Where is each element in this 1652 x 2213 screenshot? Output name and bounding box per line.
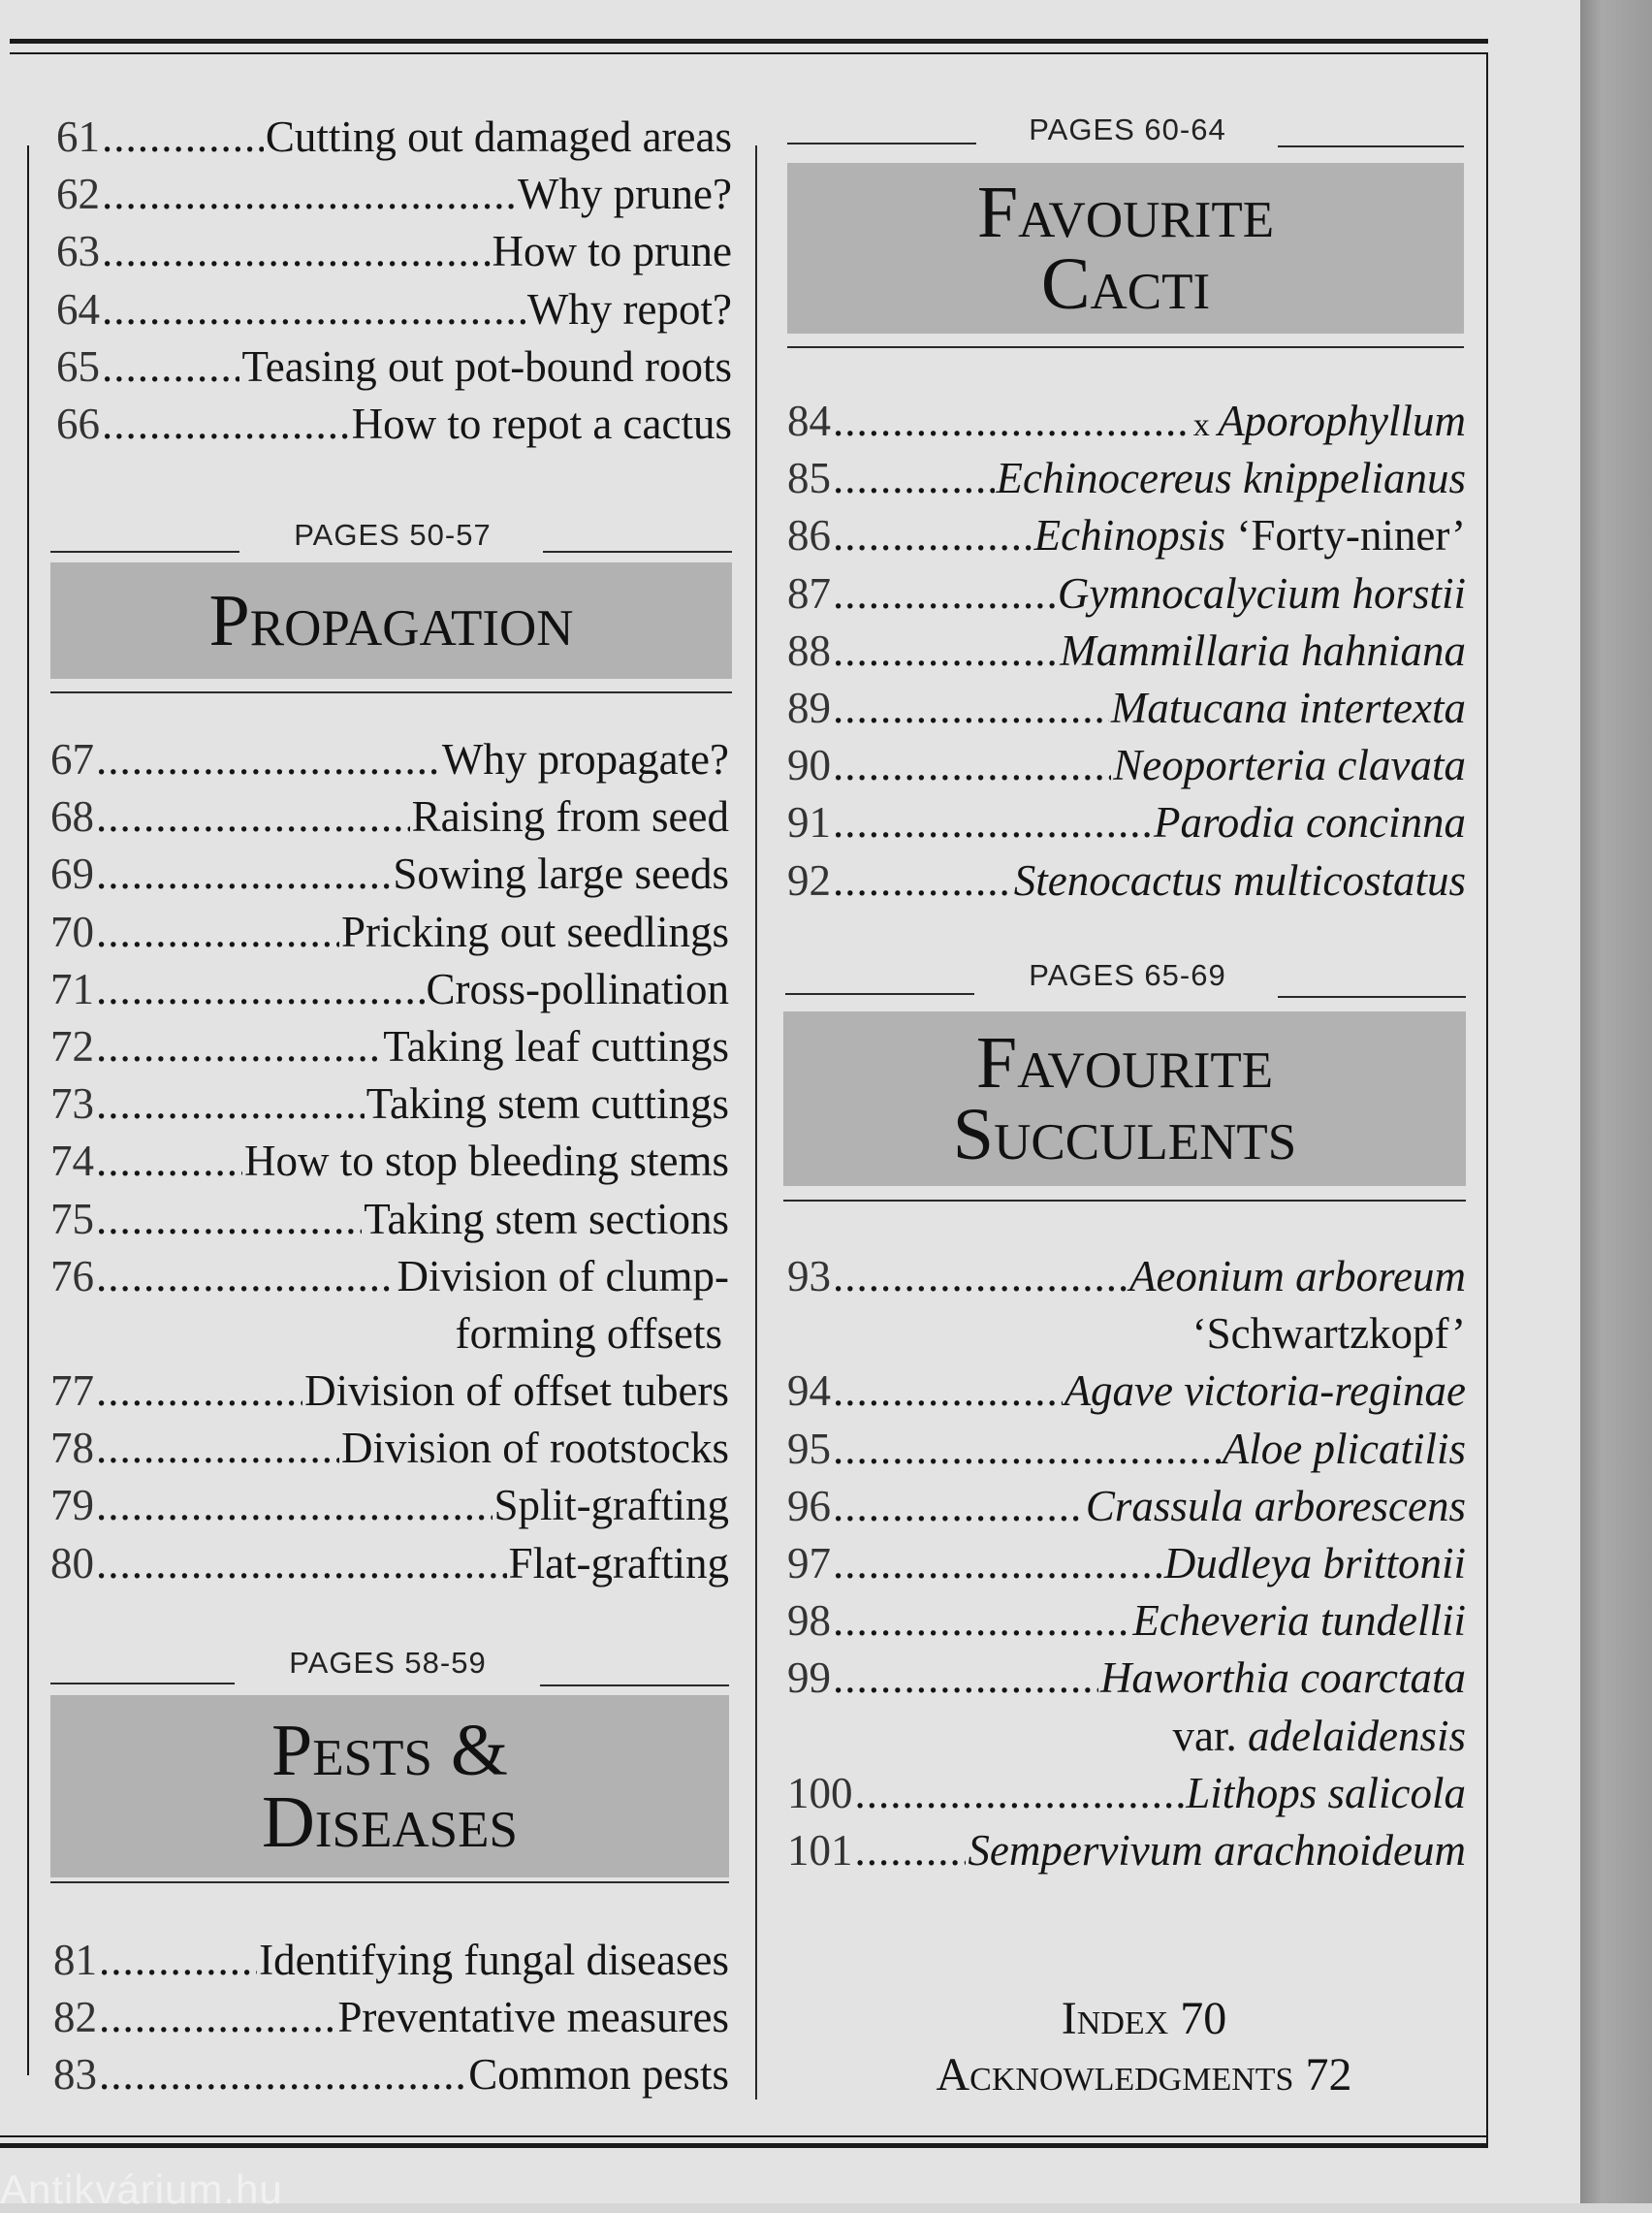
entry-title-text: Sempervivum arachnoideum — [968, 1826, 1466, 1875]
entry-title-text: Echeveria tundellii — [1132, 1596, 1466, 1646]
succulents-heading-line2: Succulents — [952, 1094, 1297, 1175]
entry-title — [1014, 852, 1466, 910]
dot-leader — [833, 450, 995, 507]
dot-leader — [96, 788, 410, 846]
entry-title-text: How to prune — [492, 227, 732, 276]
pests-label-line-left — [50, 1683, 235, 1684]
book-binding — [1580, 0, 1652, 2203]
entry-number: 75 — [50, 1194, 94, 1243]
entry-number: 78 — [50, 1424, 94, 1473]
toc-entry-74 — [50, 1133, 729, 1190]
entry-number: 86 — [787, 511, 831, 561]
dot-leader — [96, 1477, 492, 1534]
entry-title — [1100, 1650, 1466, 1707]
toc-entry-62 — [56, 166, 732, 223]
entry-title-text: Raising from seed — [411, 792, 729, 842]
toc-entry-76 — [50, 1248, 729, 1305]
cacti-heading — [787, 163, 1464, 334]
dot-leader — [833, 852, 1012, 910]
entry-title-text: Pricking out seedlings — [341, 907, 729, 956]
entry-number: 64 — [56, 284, 100, 334]
dot-leader — [96, 846, 391, 903]
entry-title-text: Echinopsis — [1033, 511, 1226, 561]
toc-entry-89 — [787, 680, 1466, 737]
toc-entry-81 — [53, 1932, 729, 1989]
succulents-label-line-left — [785, 993, 974, 995]
entry-title — [259, 1932, 729, 1989]
propagation-label-line-right — [543, 551, 732, 553]
entry-number: 63 — [56, 227, 100, 276]
cacti-label-line-right — [1278, 145, 1464, 147]
dot-leader — [96, 1191, 362, 1248]
dot-leader — [102, 223, 491, 280]
entry-number: 76 — [50, 1251, 94, 1300]
entry-title-text: Taking leaf cuttings — [383, 1022, 729, 1071]
entry-title — [1223, 1421, 1466, 1478]
entry-title — [1129, 1248, 1466, 1305]
entry-number: 73 — [50, 1079, 94, 1129]
cacti-heading-line2: Cacti — [1040, 243, 1211, 325]
entry-title — [997, 450, 1466, 507]
entry-number: 90 — [787, 741, 831, 790]
dot-leader — [833, 1363, 1063, 1420]
toc-entry-100 — [787, 1765, 1466, 1822]
toc-entry-88 — [787, 623, 1466, 680]
entry-title-text: Cutting out damaged areas — [265, 112, 732, 161]
entry-number: 84 — [787, 397, 831, 445]
entry-99-var: var. — [1172, 1711, 1249, 1760]
entry-99-variety: adelaidensis — [1248, 1711, 1466, 1760]
dot-leader — [855, 1822, 967, 1879]
entry-number: 68 — [50, 792, 94, 842]
entry-title-text: Division of clump- — [397, 1251, 729, 1300]
entry-title-text: Lithops salicola — [1186, 1768, 1466, 1817]
toc-entry-64 — [56, 281, 732, 338]
entry-title — [364, 1191, 729, 1248]
pests-label-line-right — [540, 1684, 729, 1686]
entry-title-text: How to stop bleeding stems — [244, 1137, 729, 1186]
entry-number: 79 — [50, 1481, 94, 1530]
toc-entry-78 — [50, 1420, 729, 1477]
dot-leader — [96, 1363, 302, 1420]
propagation-pages-label: PAGES 50-57 — [294, 518, 492, 552]
toc-entry-83 — [53, 2046, 729, 2103]
succulents-heading-line1: Favourite — [975, 1022, 1274, 1104]
entry-title — [241, 338, 732, 396]
toc-entry-71 — [50, 961, 729, 1018]
entry-number: 99 — [787, 1653, 831, 1703]
entry-title-text: Aeonium arboreum — [1128, 1252, 1466, 1300]
dot-leader — [96, 1018, 381, 1075]
entry-number: 71 — [50, 964, 94, 1013]
cacti-label-line-left — [787, 143, 976, 144]
entry-title — [492, 223, 732, 280]
entry-number: 74 — [50, 1137, 94, 1186]
entry-title-text: Dudleya brittonii — [1163, 1539, 1466, 1588]
entry-title — [393, 846, 729, 903]
bottom-rule — [0, 2135, 1488, 2137]
entry-number: 100 — [787, 1768, 853, 1817]
dot-leader — [96, 1133, 242, 1190]
entry-title-text: Division of rootstocks — [341, 1424, 729, 1473]
dot-leader — [833, 680, 1109, 737]
dot-leader — [833, 393, 1191, 450]
succulents-heading — [783, 1011, 1466, 1186]
propagation-underline — [50, 691, 732, 693]
entry-title-text: Aloe plicatilis — [1222, 1424, 1466, 1473]
pests-heading — [50, 1695, 729, 1877]
entry-number: 92 — [787, 855, 831, 905]
propagation-heading-text: Propagation — [208, 580, 574, 661]
toc-entry-101 — [787, 1822, 1466, 1879]
top-rule-thin — [10, 52, 1488, 54]
toc-entry-97 — [787, 1535, 1466, 1592]
entry-title — [527, 281, 732, 338]
toc-entry-91 — [787, 794, 1466, 851]
toc-entry-61 — [56, 109, 732, 166]
entry-title — [304, 1363, 729, 1420]
dot-leader — [99, 1932, 257, 1989]
entry-number: 93 — [787, 1252, 831, 1300]
toc-entry-73 — [50, 1075, 729, 1133]
entry-title-text: Stenocactus multicostatus — [1013, 855, 1466, 905]
dot-leader — [833, 1535, 1162, 1592]
entry-title-text: Matucana intertexta — [1110, 684, 1466, 732]
toc-entry-80 — [50, 1535, 729, 1592]
entry-title — [1111, 680, 1466, 737]
entry-prefix: x — [1192, 407, 1219, 443]
entry-number: 72 — [50, 1022, 94, 1071]
entry-title-text: Parodia concinna — [1153, 798, 1466, 848]
entry-title — [341, 904, 729, 961]
entry-suffix: ‘Forty-niner’ — [1225, 511, 1466, 561]
toc-entry-86 — [787, 507, 1466, 564]
entry-title — [427, 961, 730, 1018]
entry-title-text: Agave victoria-reginae — [1064, 1366, 1466, 1416]
toc-entry-75 — [50, 1191, 729, 1248]
entry-number: 83 — [53, 2050, 97, 2100]
entry-number: 70 — [50, 907, 94, 956]
entry-number: 96 — [787, 1481, 831, 1530]
entry-title-text: Split-grafting — [493, 1481, 729, 1530]
entry-76-continuation: forming offsets — [455, 1309, 722, 1358]
pests-heading-line1: Pests & — [270, 1710, 509, 1791]
toc-entry-69 — [50, 846, 729, 903]
dot-leader — [96, 961, 425, 1018]
entry-title-text: Why prune? — [517, 170, 732, 219]
dot-leader — [833, 1248, 1128, 1305]
entry-93-continuation: ‘Schwartzkopf’ — [1191, 1309, 1466, 1359]
toc-entry-85 — [787, 450, 1466, 507]
dot-leader — [96, 1420, 339, 1477]
entry-number: 61 — [56, 112, 100, 161]
entry-title-text: Common pests — [468, 2050, 729, 2100]
entry-number: 69 — [50, 850, 94, 899]
entry-title-text: Taking stem cuttings — [365, 1079, 729, 1129]
entry-title-text: Cross-pollination — [426, 964, 729, 1013]
dot-leader — [102, 281, 525, 338]
entry-title-text: Gymnocalycium horstii — [1057, 568, 1466, 618]
dot-leader — [833, 507, 1032, 564]
entry-title-text: Teasing out pot-bound roots — [241, 341, 732, 391]
column-divider — [755, 145, 757, 2100]
entry-title — [341, 1420, 729, 1477]
toc-entry-65 — [56, 338, 732, 396]
entry-title-text: Sowing large seeds — [393, 850, 729, 899]
toc-entry-82 — [53, 1989, 729, 2046]
dot-leader — [96, 731, 440, 788]
toc-entry-90 — [787, 737, 1466, 794]
entry-title — [1113, 737, 1466, 794]
entry-title — [1164, 1535, 1466, 1592]
entry-title-text: Why propagate? — [441, 735, 729, 784]
succulents-pages-label: PAGES 65-69 — [1029, 958, 1226, 992]
toc-entry-99 — [787, 1650, 1466, 1707]
toc-entry-68 — [50, 788, 729, 846]
right-frame — [1486, 52, 1488, 2147]
dot-leader — [99, 2046, 466, 2103]
entry-title — [509, 1535, 729, 1592]
entry-title — [1132, 1592, 1466, 1650]
entry-title — [1034, 507, 1466, 564]
entry-title-text: Identifying fungal diseases — [259, 1936, 729, 1984]
dot-leader — [833, 1592, 1130, 1650]
pests-heading-line2: Diseases — [262, 1781, 518, 1863]
entry-number: 94 — [787, 1366, 831, 1416]
dot-leader — [96, 1075, 365, 1133]
dot-leader — [102, 396, 350, 453]
entry-title — [1060, 623, 1466, 680]
entry-title-text: Echinocereus knippelianus — [996, 454, 1466, 503]
dot-leader — [833, 565, 1056, 623]
toc-entry-84 — [787, 393, 1466, 450]
entry-title — [1154, 794, 1466, 851]
entry-title — [397, 1248, 729, 1305]
dot-leader — [833, 737, 1111, 794]
entry-title-text: How to repot a cactus — [351, 400, 732, 448]
entry-title — [366, 1075, 729, 1133]
entry-title — [518, 166, 732, 223]
entry-number: 98 — [787, 1596, 831, 1646]
entry-title — [1086, 1478, 1466, 1535]
acknowledgments-line: Acknowledgments 72 — [936, 2049, 1352, 2101]
entry-title — [383, 1018, 729, 1075]
dot-leader — [102, 338, 239, 396]
succulents-label-line-right — [1278, 996, 1466, 998]
dot-leader — [833, 1421, 1221, 1478]
dot-leader — [833, 794, 1152, 851]
entry-title — [968, 1822, 1466, 1879]
entry-number: 80 — [50, 1538, 94, 1588]
entry-title — [244, 1133, 729, 1190]
dot-leader — [96, 1248, 396, 1305]
entry-title-text: Haworthia coarctata — [1099, 1653, 1466, 1703]
entry-number: 77 — [50, 1366, 94, 1415]
entry-title-text: Neoporteria clavata — [1113, 741, 1466, 790]
entry-number: 95 — [787, 1424, 831, 1473]
entry-title — [337, 1989, 729, 2046]
index-line: Index 70 — [1061, 1993, 1227, 2044]
watermark: Antikvárium.hu — [0, 2166, 283, 2212]
bottom-rule-thick — [0, 2143, 1488, 2148]
dot-leader — [102, 109, 264, 166]
entry-number: 82 — [53, 1993, 97, 2042]
entry-number: 62 — [56, 170, 100, 219]
entry-title — [352, 396, 732, 453]
entry-title — [468, 2046, 729, 2103]
propagation-heading — [50, 562, 732, 679]
toc-entry-77 — [50, 1363, 729, 1420]
entry-number: 65 — [56, 341, 100, 391]
entry-title-text: Why repot? — [526, 284, 732, 334]
entry-title — [1186, 1765, 1466, 1822]
entry-number: 89 — [787, 684, 831, 732]
dot-leader — [96, 904, 339, 961]
dot-leader — [833, 1650, 1098, 1707]
entry-title-text: Flat-grafting — [508, 1538, 729, 1588]
toc-entry-87 — [787, 565, 1466, 623]
entry-title — [1058, 565, 1466, 623]
entry-number: 101 — [787, 1826, 853, 1875]
entry-title — [266, 109, 732, 166]
succulents-underline — [783, 1200, 1466, 1202]
entry-title-text: Crassula arborescens — [1085, 1481, 1466, 1530]
dot-leader — [102, 166, 516, 223]
toc-entry-66 — [56, 396, 732, 453]
toc-entry-95 — [787, 1421, 1466, 1478]
toc-entry-94 — [787, 1363, 1466, 1420]
pests-underline — [50, 1881, 729, 1883]
top-rule — [10, 39, 1488, 44]
entry-title-text: Aporophyllum — [1218, 397, 1466, 445]
toc-entry-98 — [787, 1592, 1466, 1650]
toc-entry-67 — [50, 731, 729, 788]
dot-leader — [99, 1989, 335, 2046]
cacti-underline — [787, 346, 1464, 348]
entry-title-text: Mammillaria hahniana — [1060, 625, 1466, 675]
entry-number: 97 — [787, 1539, 831, 1588]
entry-99-continuation — [787, 1708, 1466, 1765]
toc-entry-96 — [787, 1478, 1466, 1535]
entry-title — [1064, 1363, 1466, 1420]
dot-leader — [855, 1765, 1185, 1822]
left-frame — [27, 145, 29, 2075]
toc-entry-70 — [50, 904, 729, 961]
toc-entry-63 — [56, 223, 732, 280]
entry-title — [412, 788, 729, 846]
cacti-pages-label: PAGES 60-64 — [1029, 112, 1226, 146]
dot-leader — [833, 1478, 1084, 1535]
cacti-heading-line1: Favourite — [976, 172, 1275, 253]
entry-title-text: Taking stem sections — [364, 1194, 729, 1243]
toc-entry-72 — [50, 1018, 729, 1075]
entry-number: 85 — [787, 454, 831, 503]
entry-title — [442, 731, 729, 788]
toc-entry-93 — [787, 1248, 1466, 1305]
entry-number: 91 — [787, 798, 831, 848]
entry-number: 87 — [787, 568, 831, 618]
entry-number: 88 — [787, 625, 831, 675]
pests-pages-label: PAGES 58-59 — [289, 1646, 487, 1680]
propagation-label-line-left — [50, 551, 239, 553]
entry-number: 81 — [53, 1936, 97, 1984]
entry-title-text: Preventative measures — [337, 1993, 729, 2042]
entry-title — [1193, 393, 1466, 454]
entry-title — [494, 1477, 729, 1534]
entry-number: 67 — [50, 735, 94, 784]
dot-leader — [96, 1535, 507, 1592]
toc-entry-79 — [50, 1477, 729, 1534]
entry-title-text: Division of offset tubers — [304, 1366, 729, 1415]
entry-number: 66 — [56, 400, 100, 448]
toc-entry-92 — [787, 852, 1466, 910]
dot-leader — [833, 623, 1058, 680]
